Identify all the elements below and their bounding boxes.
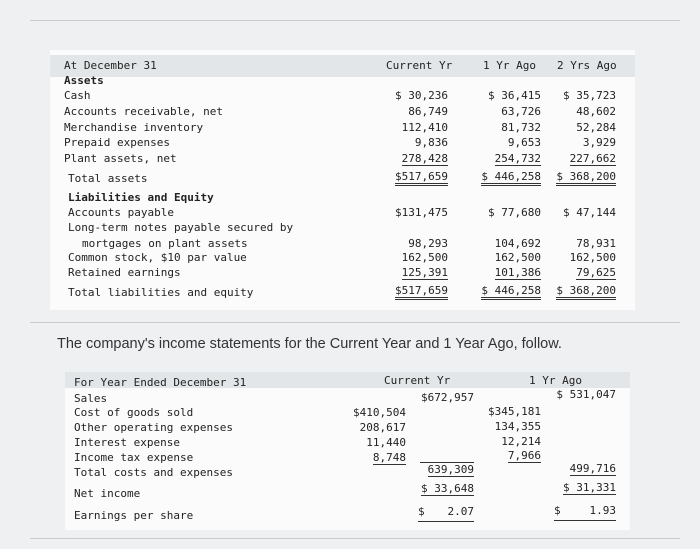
is-cogs-cy: $410,504 (353, 406, 406, 419)
is-net-income-cy: $ 33,648 (421, 482, 474, 495)
row-label-notes: mortgages on plant assets (82, 237, 248, 250)
income-statement-intro: The company's income statements for the Current Year and 1 Year Ago, follow. (57, 336, 562, 352)
is-eps-y1-underline (554, 520, 616, 521)
is-other-y1: 134,355 (494, 420, 541, 433)
total-le-cy: $517,659 (395, 284, 448, 300)
is-label-net-income: Net income (74, 487, 141, 500)
is-label-eps: Earnings per share (74, 509, 194, 522)
is-tax-y1: 7,966 (507, 449, 541, 462)
col-header-current-yr: Current Yr (386, 59, 453, 72)
is-total-costs-y1: 499,716 (569, 462, 616, 475)
prepaid-y1: 9,653 (507, 136, 541, 149)
is-cogs-y1: $345,181 (488, 405, 541, 418)
cash-cy: $ 30,236 (395, 89, 448, 102)
liabilities-header: Liabilities and Equity (68, 191, 214, 204)
is-label-sales: Sales (74, 392, 108, 405)
row-label-prepaid: Prepaid expenses (64, 136, 170, 149)
row-label-retained: Retained earnings (68, 266, 181, 279)
is-sales-cy: $672,957 (421, 391, 474, 404)
is-eps-y1-symbol: $ (554, 504, 561, 517)
total-assets-y2: $ 368,200 (556, 170, 616, 186)
prepaid-y2: 3,929 (582, 136, 616, 149)
row-label-cash: Cash (64, 89, 91, 102)
is-label-cogs: Cost of goods sold (74, 406, 194, 419)
is-eps-cy-symbol: $ (418, 505, 425, 518)
plant-cy: 278,428 (401, 152, 448, 165)
col-header-2-yrs-ago: 2 Yrs Ago (557, 59, 617, 72)
inventory-cy: 112,410 (401, 121, 448, 134)
assets-header: Assets (64, 74, 104, 87)
income-period-label: For Year Ended December 31 (74, 376, 247, 389)
total-assets-y1: $ 446,258 (481, 170, 541, 186)
row-label-total-le: Total liabilities and equity (68, 286, 254, 299)
is-col-header-current-yr: Current Yr (384, 374, 451, 387)
is-net-income-y1: $ 31,331 (563, 481, 616, 494)
retained-y1: 101,386 (494, 266, 541, 279)
row-label-total-assets: Total assets (68, 172, 148, 185)
is-interest-y1: 12,214 (501, 435, 541, 448)
is-eps-cy: 2.07 (447, 505, 474, 518)
ap-cy: $131,475 (395, 206, 448, 219)
common-y2: 162,500 (569, 251, 616, 264)
plant-y1: 254,732 (494, 152, 541, 165)
total-le-y2: $ 368,200 (556, 284, 616, 300)
ar-cy: 86,749 (408, 105, 448, 118)
row-label-ap: Accounts payable (68, 206, 174, 219)
row-label-inventory: Merchandise inventory (64, 121, 204, 134)
prepaid-cy: 9,836 (414, 136, 448, 149)
retained-cy: 125,391 (401, 266, 448, 279)
is-tax-cy: 8,748 (372, 451, 406, 464)
is-col-header-1-yr-ago: 1 Yr Ago (529, 374, 582, 387)
is-sales-y1: $ 531,047 (556, 388, 616, 401)
ap-y1: $ 77,680 (488, 206, 541, 219)
inventory-y1: 81,732 (501, 121, 541, 134)
balance-sheet-period-label: At December 31 (64, 59, 157, 72)
notes-y1: 104,692 (494, 237, 541, 250)
is-eps-y1: 1.93 (589, 504, 616, 517)
col-header-1-yr-ago: 1 Yr Ago (483, 59, 536, 72)
total-assets-cy: $517,659 (395, 170, 448, 186)
common-cy: 162,500 (401, 251, 448, 264)
inventory-y2: 52,284 (576, 121, 616, 134)
is-label-total-costs: Total costs and expenses (74, 466, 233, 479)
cash-y1: $ 36,415 (488, 89, 541, 102)
is-label-other: Other operating expenses (74, 421, 233, 434)
row-label-common-stock: Common stock, $10 par value (68, 251, 247, 264)
ar-y1: 63,726 (501, 105, 541, 118)
retained-y2: 79,625 (576, 266, 616, 279)
row-label-ar: Accounts receivable, net (64, 105, 223, 118)
notes-cy: 98,293 (408, 237, 448, 250)
common-y1: 162,500 (494, 251, 541, 264)
is-interest-cy: 11,440 (366, 436, 406, 449)
is-label-tax: Income tax expense (74, 451, 194, 464)
is-eps-cy-underline (418, 521, 474, 522)
notes-y2: 78,931 (576, 237, 616, 250)
ap-y2: $ 47,144 (563, 206, 616, 219)
plant-y2: 227,662 (569, 152, 616, 165)
is-total-costs-cy: 639,309 (427, 463, 474, 476)
row-label-notes-line1: Long-term notes payable secured by (68, 221, 294, 234)
cash-y2: $ 35,723 (563, 89, 616, 102)
is-label-interest: Interest expense (74, 436, 180, 449)
ar-y2: 48,602 (576, 105, 616, 118)
total-le-y1: $ 446,258 (481, 284, 541, 300)
row-label-plant: Plant assets, net (64, 152, 177, 165)
is-other-cy: 208,617 (359, 421, 406, 434)
